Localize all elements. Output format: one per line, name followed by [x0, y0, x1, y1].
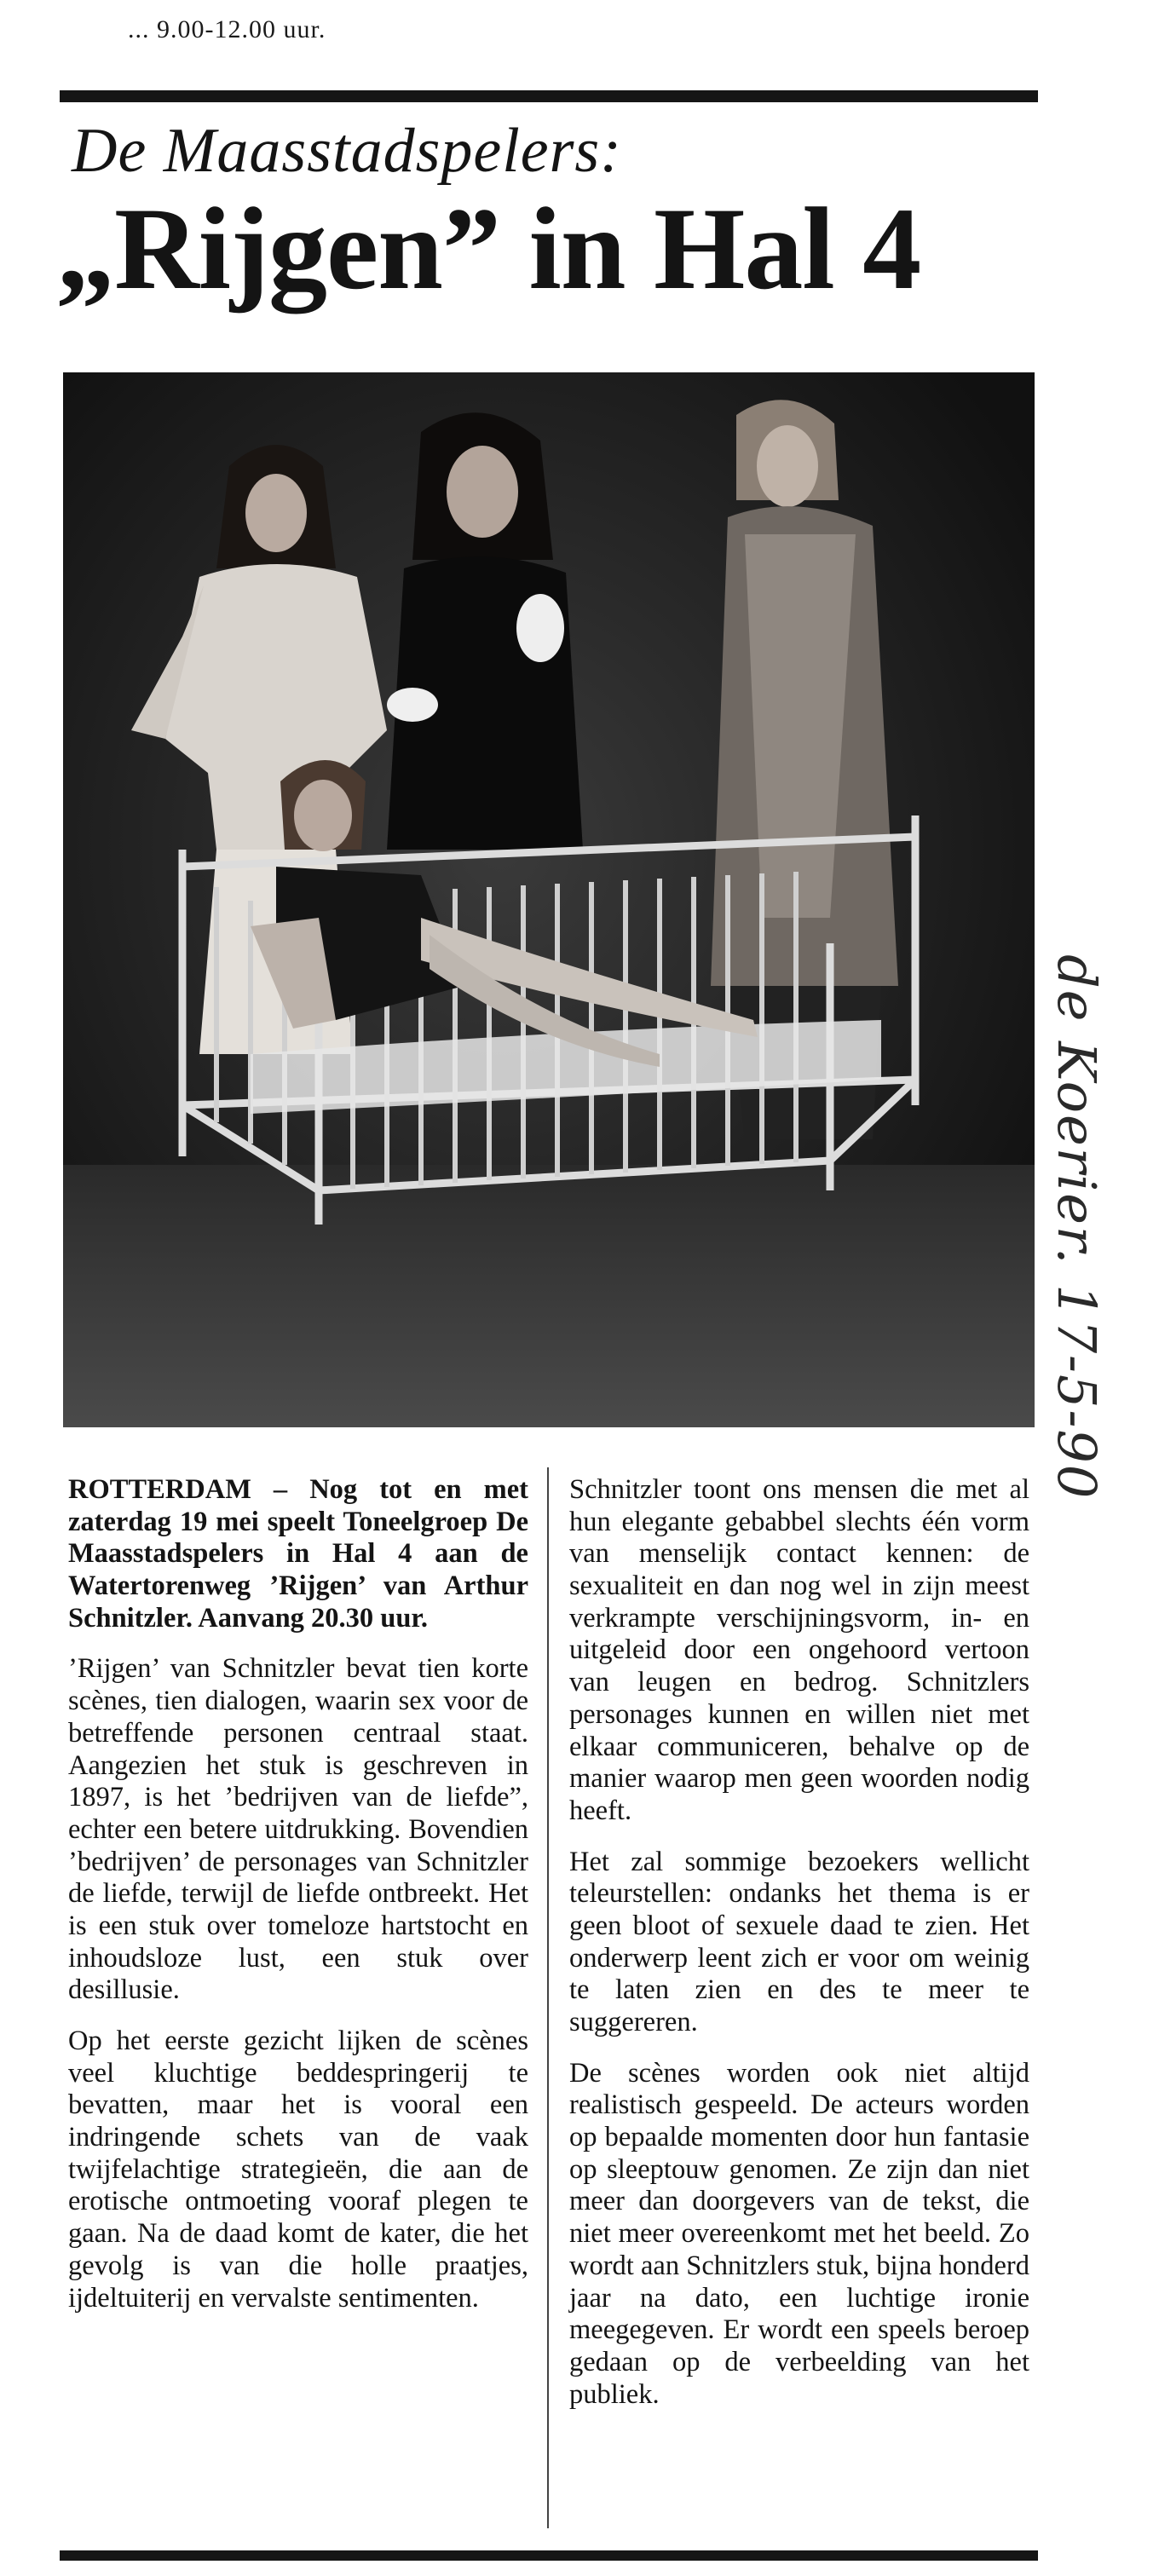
article-paragraph-1: ’Rijgen’ van Schnitzler bevat tien korte scènes, tien dialogen, waarin sex voor de betreffende personen centraal staat. Aangezien het stuk is geschreven in 1897, is het ’bedrijven van de liefde”, echter een betere uitdrukking. Bovendien ’bedrijven’ de personages van Schnitzler de liefde, terwijl de liefde ontbreekt. Het is een stuk over tomeloze hartstocht en inhoudsloze lust, een stuk over desillusie. [68, 1653, 528, 2006]
article-photo [63, 372, 1035, 1427]
article-column-right [569, 1474, 1029, 2411]
article-column-left [68, 1474, 528, 2333]
headline: „Rijgen” in Hal 4 [56, 183, 921, 314]
photo-floor [63, 1165, 1035, 1427]
photo-illustration [63, 372, 1035, 1427]
top-rule [60, 90, 1038, 102]
article-paragraph-2: Op het eerste gezicht lijken de scènes veel kluchtige beddespringerij te bevatten, maar het is vooral een indringende schets van de vaak twijfelachtige strategieën, die aan de erotische ontmoeting vooraf plegen te gaan. Na de daad komt de kater, die het gevolg is van die holle praatjes, ijdeltuiterij en vervalste sentimenten. [68, 2026, 528, 2314]
column-divider [547, 1467, 549, 2528]
bottom-rule [60, 2550, 1038, 2561]
article-paragraph-4: Het zal sommige bezoekers wellicht teleurstellen: ondanks het thema is er geen bloot of sexuele daad te zien. Het onderwerp leent zich er voor om weinig te laten zien en des te meer te suggereren. [569, 1846, 1029, 2037]
article-lead: ROTTERDAM – Nog tot en met zaterdag 19 mei speelt Toneelgroep De Maasstadspelers in Hal 4 aan de Watertorenweg ’Rijgen’ van Arthur Schnitzler. Aanvang 20.30 uur. [68, 1474, 528, 1634]
article-paragraph-3: Schnitzler toont ons mensen die met al hun elegante gebabbel slechts één vorm van menselijk contact kennen: de sexualiteit en dan nog wel in zijn meest verkrampte verschijningsvorm, in- en uitgeleid door een ongehoord vertoon van leugen en bedrog. Schnitzlers personages kunnen en willen niet met elkaar communiceren, behalve op de manier waarop men geen woorden nodig heeft. [569, 1474, 1029, 1826]
kicker-title: De Maasstadspelers: [72, 116, 622, 186]
clipped-header-text: ... 9.00-12.00 uur. [128, 15, 326, 43]
handwritten-source-note: de Koerier. 17-5-90 [1046, 954, 1108, 1501]
article-paragraph-5: De scènes worden ook niet altijd realistisch gespeeld. De acteurs worden op bepaalde momenten door hun fantasie op sleeptouw genomen. Ze zijn dan niet meer dan doorgevers van de tekst, die niet meer overeenkomt met het beeld. Zo wordt aan Schnitzlers stuk, bijna honderd jaar na dato, een luchtige ironie meegegeven. Er wordt een speels beroep gedaan op de verbeelding van het publiek. [569, 2057, 1029, 2410]
